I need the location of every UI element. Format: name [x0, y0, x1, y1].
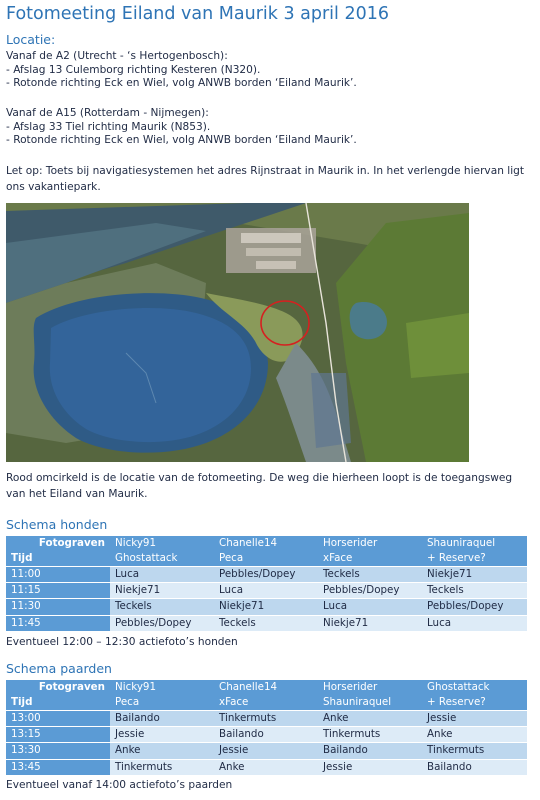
column-header: + Reserve? [422, 551, 527, 567]
route-a15-step2: - Rotonde richting Eck en Wiel, volg ANWB borden ‘Eiland Maurik’. [6, 134, 357, 146]
paarden-footer-note: Eventueel vanaf 14:00 actiefoto’s paarden [6, 779, 233, 791]
table-cell: Bailando [214, 727, 318, 743]
column-header: Ghostattack [422, 680, 527, 695]
time-cell: 11:00 [6, 567, 110, 583]
navigation-note: Let op: Toets bij navigatiesystemen het adres Rijnstraat in Maurik in. In het verlengde hiervan ligt ons vakantiepark. [6, 165, 525, 193]
time-cell: 13:15 [6, 727, 110, 743]
table-cell: Luca [214, 583, 318, 599]
column-header: Horserider [318, 536, 422, 551]
table-row [6, 583, 527, 599]
locatie-heading: Locatie: [6, 32, 56, 47]
table-cell: Tinkermuts [422, 743, 527, 759]
table-row [6, 599, 527, 615]
column-header: Peca [214, 551, 318, 567]
honden-footer-note: Eventueel 12:00 – 12:30 actiefoto’s honden [6, 636, 238, 648]
table-header-photographers: Fotograven [6, 680, 110, 695]
table-cell: Bailando [318, 743, 422, 759]
table-header-time: Tijd [6, 695, 110, 711]
column-header: Shauniraquel [318, 695, 422, 711]
column-header: Horserider [318, 680, 422, 695]
table-cell: Luca [318, 599, 422, 615]
time-cell: 13:45 [6, 759, 110, 775]
column-header: xFace [214, 695, 318, 711]
table-cell: Pebbles/Dopey [422, 599, 527, 615]
schema-honden-table [6, 536, 527, 631]
column-header: Shauniraquel [422, 536, 527, 551]
column-header: Peca [110, 695, 214, 711]
table-cell: Pebbles/Dopey [318, 583, 422, 599]
time-cell: 11:15 [6, 583, 110, 599]
table-cell: Bailando [422, 759, 527, 775]
table-cell: Teckels [422, 583, 527, 599]
schema-paarden-heading: Schema paarden [6, 661, 112, 676]
time-cell: 13:30 [6, 743, 110, 759]
page-title: Fotomeeting Eiland van Maurik 3 april 2016 [6, 4, 390, 24]
route-a2-step2: - Rotonde richting Eck en Wiel, volg ANWB borden ‘Eiland Maurik’. [6, 77, 357, 89]
route-a2 [6, 50, 357, 91]
table-cell: Teckels [110, 599, 214, 615]
table-cell: Teckels [214, 615, 318, 631]
table-cell: Teckels [318, 567, 422, 583]
table-cell: Niekje71 [214, 599, 318, 615]
table-cell: Anke [214, 759, 318, 775]
column-header: Chanelle14 [214, 680, 318, 695]
table-row [6, 743, 527, 759]
table-row [6, 615, 527, 631]
table-row [6, 759, 527, 775]
table-cell: Anke [318, 711, 422, 727]
column-header: + Reserve? [422, 695, 527, 711]
time-cell: 11:30 [6, 599, 110, 615]
table-cell: Bailando [110, 711, 214, 727]
route-a15 [6, 107, 357, 148]
table-cell: Jessie [422, 711, 527, 727]
table-row [6, 567, 527, 583]
column-header: Ghostattack [110, 551, 214, 567]
table-cell: Tinkermuts [214, 711, 318, 727]
route-a2-intro: Vanaf de A2 (Utrecht - ‘s Hertogenbosch): [6, 50, 228, 62]
schema-honden-heading: Schema honden [6, 517, 108, 532]
table-cell: Anke [110, 743, 214, 759]
table-row [6, 727, 527, 743]
table-cell: Anke [422, 727, 527, 743]
table-row [6, 711, 527, 727]
table-cell: Tinkermuts [110, 759, 214, 775]
table-header-photographers: Fotograven [6, 536, 110, 551]
table-cell: Tinkermuts [318, 727, 422, 743]
schema-paarden-table [6, 680, 527, 775]
table-cell: Niekje71 [422, 567, 527, 583]
table-cell: Jessie [214, 743, 318, 759]
column-header: Chanelle14 [214, 536, 318, 551]
column-header: Nicky91 [110, 536, 214, 551]
table-header-time: Tijd [6, 551, 110, 567]
table-cell: Luca [110, 567, 214, 583]
table-cell: Jessie [110, 727, 214, 743]
time-cell: 11:45 [6, 615, 110, 631]
table-cell: Pebbles/Dopey [110, 615, 214, 631]
column-header: xFace [318, 551, 422, 567]
table-cell: Niekje71 [110, 583, 214, 599]
table-cell: Jessie [318, 759, 422, 775]
time-cell: 13:00 [6, 711, 110, 727]
aerial-map-image [6, 203, 469, 462]
table-cell: Luca [422, 615, 527, 631]
route-a15-intro: Vanaf de A15 (Rotterdam - Nijmegen): [6, 107, 209, 119]
aerial-map-graphic [6, 203, 469, 462]
column-header: Nicky91 [110, 680, 214, 695]
table-cell: Niekje71 [318, 615, 422, 631]
map-caption: Rood omcirkeld is de locatie van de fotomeeting. De weg die hierheen loopt is de toegangsweg van het Eiland van Maurik. [6, 472, 513, 500]
table-cell: Pebbles/Dopey [214, 567, 318, 583]
route-a2-step1: - Afslag 13 Culemborg richting Kesteren (N320). [6, 63, 261, 76]
route-a15-step1: - Afslag 33 Tiel richting Maurik (N853). [6, 120, 211, 133]
